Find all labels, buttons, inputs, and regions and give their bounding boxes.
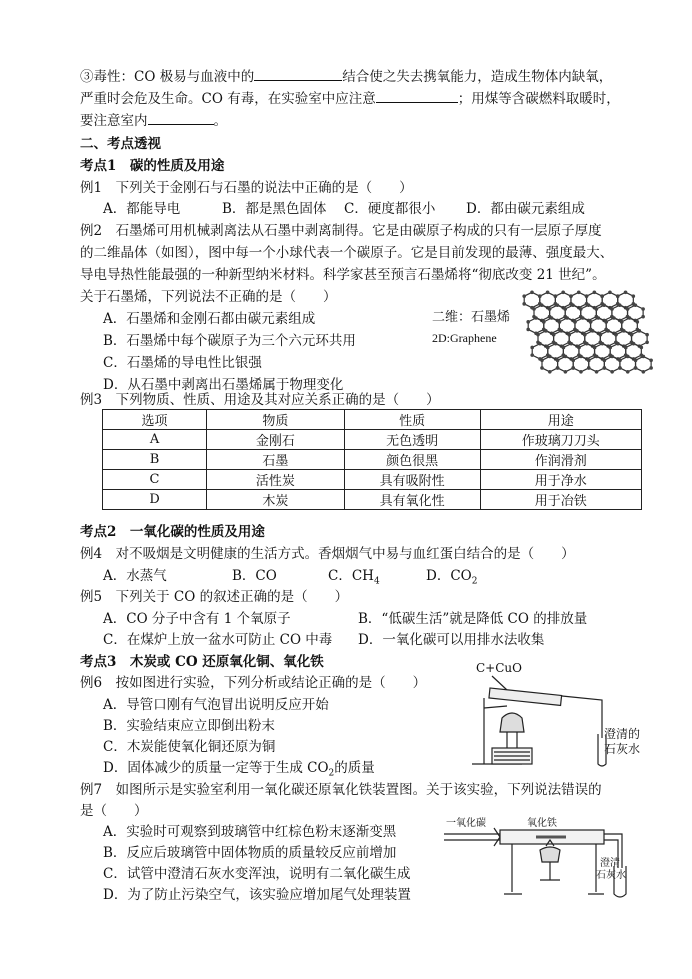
ex6-option-a[interactable]: A．导管口刚有气泡冒出说明反应开始 [103, 697, 329, 713]
ex6-stem: 例6 按如图进行实验，下列分析或结论正确的是（ ） [80, 675, 427, 691]
carbon-atom [565, 316, 569, 320]
answer-blank[interactable] [376, 88, 458, 103]
carbon-atom [645, 341, 649, 345]
carbon-atom [599, 333, 603, 337]
hexagon-ring [542, 356, 558, 371]
carbon-atom [569, 342, 573, 346]
carbon-atom [538, 294, 542, 298]
ex3-stem: 例3 下列物质、性质、用途及其对应关系正确的是（ ） [80, 392, 440, 408]
ex6-option-b[interactable]: B．实验结束应立即倒出粉末 [103, 718, 275, 734]
carbon-atom [597, 316, 601, 320]
ex7-stem-2: 是（ ） [80, 803, 148, 819]
carbon-atom [542, 320, 546, 324]
ex6-option-c[interactable]: C．木炭能使氧化铜还原为铜 [103, 739, 276, 755]
carbon-atom [634, 359, 638, 363]
ex4-option-b[interactable]: B．CO [232, 568, 277, 584]
carbon-atom [608, 346, 612, 350]
carbon-atom [630, 333, 634, 337]
option-text: 的质量 [334, 760, 375, 776]
carbon-atom [600, 294, 604, 298]
intro-line-3 [80, 110, 227, 131]
carbon-atom [595, 307, 599, 311]
table-header-cell: 选项 [103, 410, 207, 430]
table-cell: 用于净水 [480, 470, 641, 490]
ex7-option-a[interactable]: A．实验时可观察到玻璃管中红棕色粉末逐渐变黑 [103, 824, 397, 840]
carbon-atom [556, 359, 560, 363]
carbon-atom [526, 328, 530, 332]
carbon-atom [587, 366, 591, 370]
carbon-atom [626, 370, 630, 374]
table-row [103, 490, 642, 510]
carbon-atom [567, 333, 571, 337]
hexagon-ring [528, 318, 544, 333]
carbon-atom [649, 359, 653, 363]
intro-line-1 [80, 66, 612, 87]
carbon-atom [530, 346, 534, 350]
table-row [103, 430, 642, 450]
table-cell: D [103, 490, 207, 510]
ex1-option-a[interactable]: A．都能导电 [103, 201, 181, 217]
carbon-atom [624, 291, 628, 295]
carbon-atom [626, 355, 630, 359]
table-row [103, 470, 642, 490]
table-header-cell: 性质 [344, 410, 480, 430]
ex2-stem-line: 关于石墨烯，下列说法不正确的是（ ） [80, 289, 337, 305]
subscript: 2 [471, 576, 478, 587]
carbon-atom [616, 294, 620, 298]
carbon-atom [577, 346, 581, 350]
carbon-atom [534, 316, 538, 320]
carbon-atom [612, 316, 616, 320]
option-text: D．固体减少的质量一定等于生成 CO [103, 760, 329, 776]
table-header-cell: 用途 [480, 410, 641, 430]
kp2-heading: 考点2 一氧化碳的性质及用途 [80, 524, 265, 540]
carbon-atom [561, 291, 565, 295]
table-header-cell: 物质 [207, 410, 345, 430]
carbon-atom [595, 370, 599, 374]
table-cell: 无色透明 [344, 430, 480, 450]
fig7-label-co: 一氧化碳 [446, 818, 486, 829]
option-text: C．CH [328, 568, 374, 584]
subscript: 4 [373, 576, 380, 587]
carbon-atom [571, 303, 575, 307]
carbon-atom [649, 366, 653, 370]
carbon-atom [604, 320, 608, 324]
carbon-atom [563, 307, 567, 311]
carbon-atom [626, 307, 630, 311]
carbon-atom [558, 320, 562, 324]
carbon-atom [583, 333, 587, 337]
ex5-option-b[interactable]: B．“低碳生活”就是降低 CO 的排放量 [358, 611, 588, 627]
carbon-atom [610, 355, 614, 359]
carbon-atom [618, 366, 622, 370]
table-cell: C [103, 470, 207, 490]
table-cell: 作玻璃刀刀头 [480, 430, 641, 450]
carbon-atom [544, 329, 548, 333]
carbon-atom [585, 294, 589, 298]
carbon-atom [640, 346, 644, 350]
carbon-atom [562, 346, 566, 350]
ex7-option-c[interactable]: C．试管中澄清石灰水变浑浊，说明有二氧化碳生成 [103, 866, 411, 882]
carbon-atom [532, 307, 536, 311]
carbon-atom [569, 294, 573, 298]
table-cell: B [103, 450, 207, 470]
fig7-label-fe2o3: 氧化铁 [527, 818, 557, 829]
ex1-option-c[interactable]: C．硬度都很小 [344, 201, 436, 217]
carbon-atom [546, 346, 550, 350]
ex3-table [102, 409, 642, 510]
carbon-atom [602, 303, 606, 307]
graphene-label-cn: 二维：石墨烯 [432, 310, 511, 325]
table-header-row [103, 410, 642, 430]
carbon-atom [632, 294, 636, 298]
hexagon-ring [558, 356, 574, 371]
carbon-atom [642, 355, 646, 359]
section-heading: 二、考点透视 [80, 136, 161, 152]
hexagon-ring [573, 356, 589, 371]
ex5-option-d[interactable]: D．一氧化碳可以用排水法收集 [358, 632, 545, 648]
hexagon-ring [532, 344, 548, 359]
hexagon-ring [636, 356, 652, 371]
fig6-label-reactants: C+CuO [476, 661, 522, 675]
option-text: D．CO [426, 568, 472, 584]
carbon-atom [575, 329, 579, 333]
carbon-atom [577, 291, 581, 295]
ex4-stem: 例4 对不吸烟是文明健康的生活方式。香烟烟气中易与血红蛋白结合的是（ ） [80, 546, 575, 562]
ex2-option-d[interactable]: D．从石墨中剥离出石墨烯属于物理变化 [103, 377, 344, 393]
carbon-atom [603, 366, 607, 370]
carbon-atom [550, 316, 554, 320]
carbon-atom [608, 291, 612, 295]
carbon-atom [620, 320, 624, 324]
ex7-option-d[interactable]: D．为了防止污染空气，该实验应增加尾气处理装置 [103, 887, 411, 903]
ex2-stem-line: 例2 石墨烯可用机械剥离法从石墨中剥离制得。它是由碳原子构成的只有一层原子厚度 [80, 223, 602, 239]
table-cell: A [103, 430, 207, 450]
carbon-atom [571, 366, 575, 370]
graphene-lattice-figure [520, 290, 660, 386]
carbon-atom [579, 370, 583, 374]
carbon-atom [610, 370, 614, 374]
table-cell: 颜色很黑 [344, 450, 480, 470]
carbon-atom [546, 291, 550, 295]
carbon-atom [548, 355, 552, 359]
table-cell: 木炭 [207, 490, 345, 510]
carbon-atom [591, 329, 595, 333]
intro-text: 结合使之失去携氧能力，造成生物体内缺氧， [342, 69, 613, 85]
fig7-label-limewater-2: 石灰水 [596, 870, 626, 881]
hexagon-ring [604, 356, 620, 371]
intro-text: 。 [213, 113, 227, 129]
table-cell: 作润滑剂 [480, 450, 641, 470]
answer-blank[interactable] [254, 66, 342, 81]
carbon-atom [587, 359, 591, 363]
ex2-option-b[interactable]: B．石墨烯中每个碳原子为三个六元环共用 [103, 333, 356, 349]
carbon-atom [587, 303, 591, 307]
carbon-atom [530, 353, 534, 357]
ex1-option-b[interactable]: B．都是黑色固体 [222, 201, 327, 217]
carbon-atom [556, 366, 560, 370]
carbon-atom [552, 333, 556, 337]
ex5-option-c[interactable]: C．在煤炉上放一盆水可防止 CO 中毒 [103, 632, 333, 648]
carbon-atom [593, 291, 597, 295]
fig6-label-limewater-1: 澄清的 [604, 727, 641, 741]
carbon-atom [554, 342, 558, 346]
carbon-atom [638, 329, 642, 333]
kp3-heading: 考点3 木炭或 CO 还原氧化铜、氧化铁 [80, 654, 324, 670]
ex1-option-d[interactable]: D．都由碳元素组成 [466, 201, 585, 217]
co-reduction-apparatus-figure [440, 808, 636, 900]
carbon-atom [589, 320, 593, 324]
carbon-atom [601, 342, 605, 346]
table-cell: 具有吸附性 [344, 470, 480, 490]
carbon-atom [571, 359, 575, 363]
intro-text: 要注意室内 [80, 113, 148, 129]
carbon-atom [642, 370, 646, 374]
carbon-atom [634, 303, 638, 307]
carbon-atom [540, 366, 544, 370]
subscript: 2 [328, 768, 335, 779]
carbon-atom [564, 370, 568, 374]
carbon-atom [614, 333, 618, 337]
ex4-option-d[interactable] [426, 566, 477, 592]
carbon-atom [564, 355, 568, 359]
ex5-stem: 例5 下列关于 CO 的叙述正确的是（ ） [80, 589, 349, 605]
carbon-atom [579, 307, 583, 311]
table-cell: 具有氧化性 [344, 490, 480, 510]
hexagon-ring [620, 356, 636, 371]
carbon-atom [645, 333, 649, 337]
graphene-label-en: 2D:Graphene [432, 331, 497, 345]
fig6-label-limewater-2: 石灰水 [604, 742, 641, 756]
carbon-atom [554, 294, 558, 298]
carbon-atom [526, 320, 530, 324]
carbon-atom [624, 346, 628, 350]
carbon-atom [536, 333, 540, 337]
ex4-option-a[interactable]: A．水蒸气 [103, 568, 167, 584]
ex7-stem-1: 例7 如图所示是实验室利用一氧化碳还原氧化铁装置图。关于该实验，下列说法错误的 [80, 782, 602, 798]
hexagon-ring [589, 356, 605, 371]
carbon-atom [622, 329, 626, 333]
carbon-atom [595, 355, 599, 359]
carbon-atom [556, 303, 560, 307]
carbon-atom [530, 291, 534, 295]
carbon-atom [585, 342, 589, 346]
carbon-atom [632, 342, 636, 346]
carbon-atom [641, 307, 645, 311]
carbon-atom [636, 320, 640, 324]
hexagon-ring [524, 292, 540, 307]
carbon-atom [618, 359, 622, 363]
intro-text: ；用煤等含碳燃料取暖时， [457, 91, 620, 107]
carbon-atom [634, 366, 638, 370]
carbon-atom [603, 359, 607, 363]
carbon-atom [573, 320, 577, 324]
table-cell: 金刚石 [207, 430, 345, 450]
table-row [103, 450, 642, 470]
carbon-atom [560, 329, 564, 333]
table-cell: 石墨 [207, 450, 345, 470]
carbon-atom [641, 315, 645, 319]
carbon-atom [540, 359, 544, 363]
answer-blank[interactable] [148, 110, 214, 125]
ex7-option-b[interactable]: B．反应后玻璃管中固体物质的质量较反应前增加 [103, 845, 397, 861]
carbon-atom [581, 316, 585, 320]
ex1-stem: 例1 下列关于金刚石与石墨的说法中正确的是（ ） [80, 180, 413, 196]
fig7-label-limewater-1: 澄清 [600, 858, 620, 869]
carbon-atom [579, 355, 583, 359]
ex2-stem-line: 导电导热性能最强的一种新型纳米材料。科学家甚至预言石墨烯将“彻底改变 21 世纪”。 [80, 267, 606, 283]
carbon-atom [606, 329, 610, 333]
carbon-atom [522, 302, 526, 306]
intro-text: ③毒性：CO 极易与血液中的 [80, 69, 255, 85]
carbon-atom [628, 316, 632, 320]
carbon-atom [548, 307, 552, 311]
carbon-atom [618, 303, 622, 307]
table-cell: 用于冶铁 [480, 490, 641, 510]
carbon-atom [616, 342, 620, 346]
carbon-atom [538, 342, 542, 346]
ex2-stem-line: 的二维晶体（如图），图中每一个小球代表一个碳原子。它是目前发现的最薄、强度最大、 [80, 245, 614, 261]
table-cell: 活性炭 [207, 470, 345, 490]
carbon-atom [548, 370, 552, 374]
kp1-heading: 考点1 碳的性质及用途 [80, 158, 225, 174]
ex5-option-a[interactable]: A．CO 分子中含有 1 个氧原子 [103, 611, 291, 627]
ex2-option-c[interactable]: C．石墨烯的导电性比银强 [103, 355, 262, 371]
charcoal-reduction-apparatus-figure [462, 668, 612, 768]
carbon-atom [522, 294, 526, 298]
ex2-option-a[interactable]: A．石墨烯和金刚石都由碳元素组成 [103, 311, 316, 327]
carbon-atom [540, 303, 544, 307]
carbon-atom [610, 307, 614, 311]
intro-line-2 [80, 88, 620, 109]
carbon-atom [593, 346, 597, 350]
intro-text: 严重时会危及生命。CO 有毒，在实验室中应注意 [80, 91, 376, 107]
